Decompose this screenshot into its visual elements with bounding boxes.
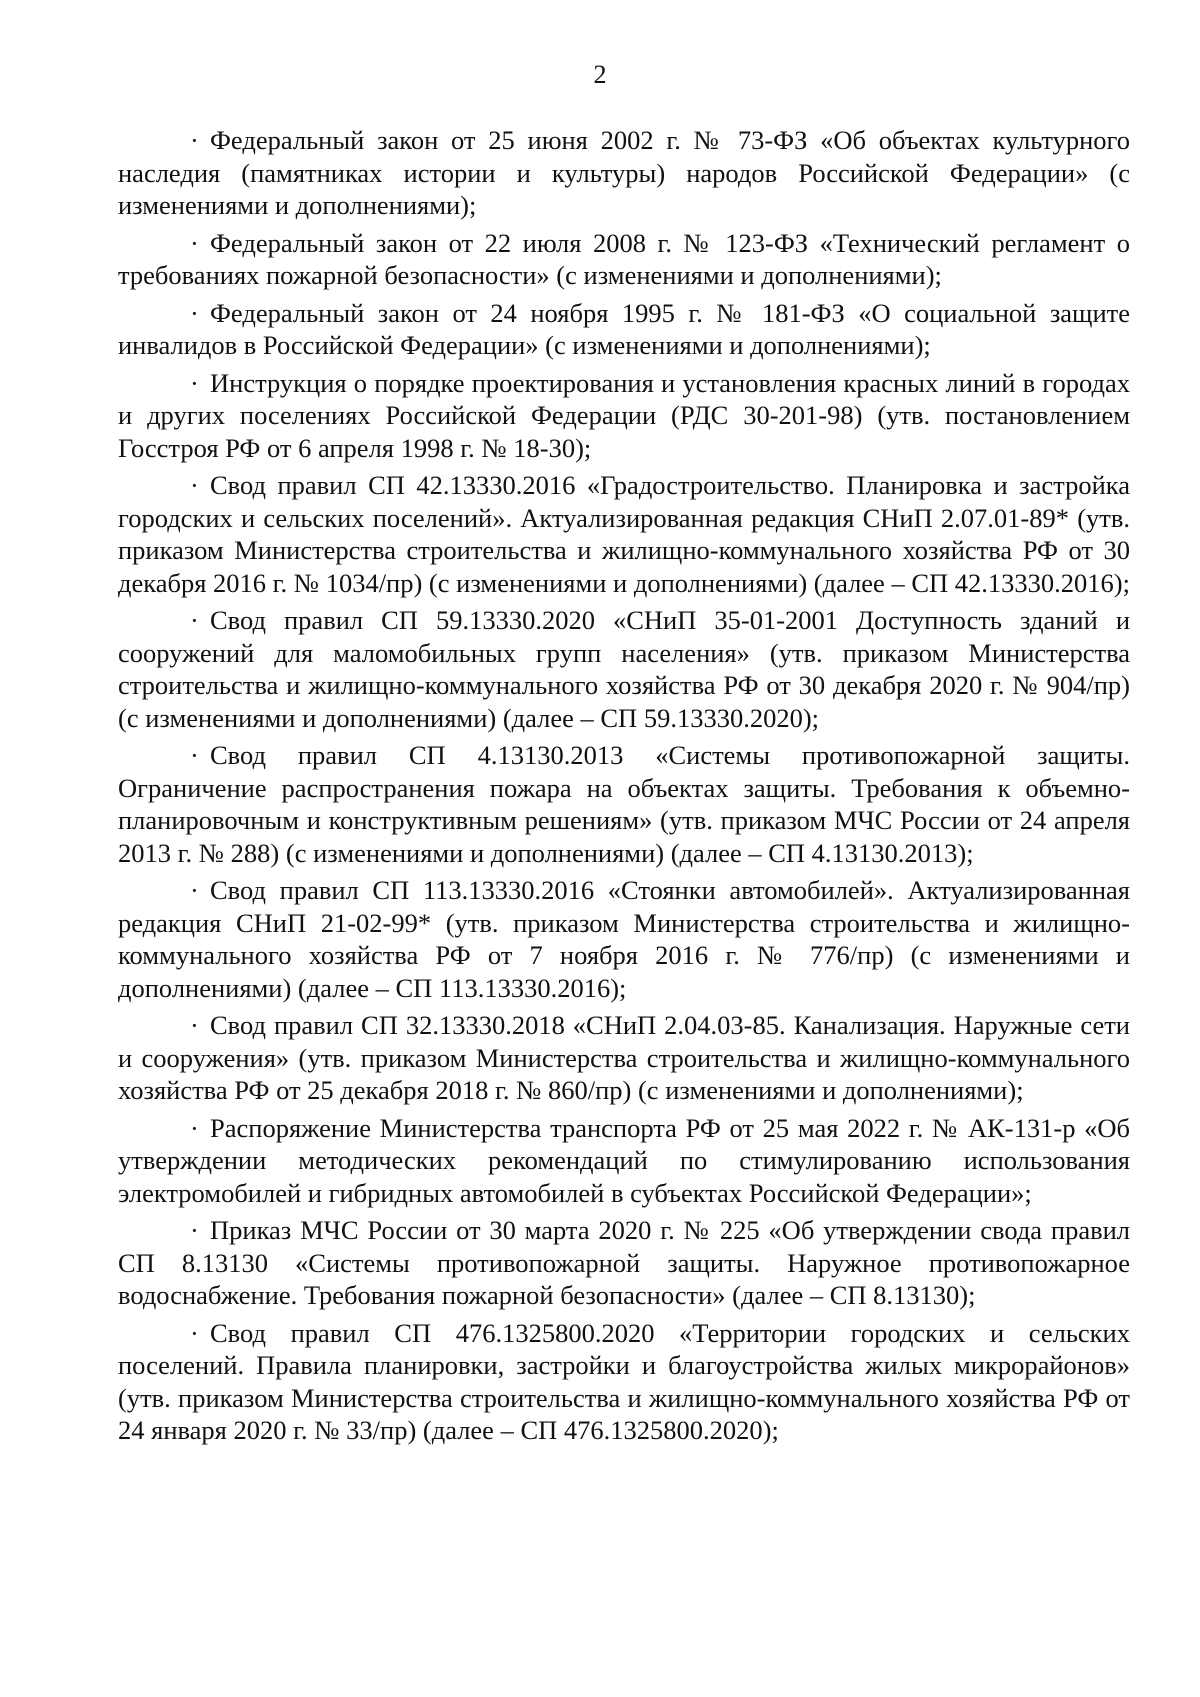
document-body <box>118 124 1130 1452</box>
page-number: 2 <box>593 60 607 89</box>
list-item-text: Свод правил СП 476.1325800.2020 «Территории городских и сельских поселений. Правила планировки, застройки и благоустройства жилых микрорайонов» (утв. приказом Министерства строительства и жилищно-коммунального хозяйства РФ от 24 января 2020 г. № 33/пр) (далее – СП 476.1325800.2020); <box>118 1317 1130 1445</box>
list-item-text: Распоряжение Министерства транспорта РФ от 25 мая 2022 г. № АК-131-р «Об утверждении методических рекомендаций по стимулированию использования электромобилей и гибридных автомобилей в субъектах Российской Федерации»; <box>118 1112 1130 1208</box>
list-item-text: Федеральный закон от 25 июня 2002 г. № 73-ФЗ «Об объектах культурного наследия (памятниках истории и культуры) народов Российской Федерации» (с изменениями и дополнениями); <box>118 125 1130 220</box>
list-item <box>118 1112 1130 1210</box>
bullet-icon: · <box>190 875 199 905</box>
list-item-text: Инструкция о порядке проектирования и установления красных линий в городах и других поселениях Российской Федерации (РДС 30-201-98) (утв. постановлением Госстроя РФ от 6 апреля 1998 г. № 18-30); <box>118 367 1130 463</box>
list-item-text: Федеральный закон от 22 июля 2008 г. № 123-ФЗ «Технический регламент о требованиях пожарной безопасности» (с изменениями и дополнениями); <box>118 227 1130 290</box>
list-item <box>118 604 1130 734</box>
list-item-text: Приказ МЧС России от 30 марта 2020 г. № 225 «Об утверждении свода правил СП 8.13130 «Системы противопожарной защиты. Наружное противопожарное водоснабжение. Требования пожарной безопасности» (далее – СП 8.13130); <box>118 1215 1130 1310</box>
list-item <box>118 367 1130 465</box>
list-item <box>118 1009 1130 1107</box>
bullet-icon: · <box>190 367 199 398</box>
list-item <box>118 124 1130 222</box>
list-item-text: Свод правил СП 59.13330.2020 «СНиП 35-01-2001 Доступность зданий и сооружений для маломобильных групп населения» (утв. приказом Министерства строительства и жилищно-коммунального хозяйства РФ от 30 декабря 2020 г. № 904/пр) (с изменениями и дополнениями) (далее – СП 59.13330.2020); <box>118 605 1130 733</box>
bullet-icon: · <box>190 1317 199 1348</box>
bullet-icon: · <box>190 1112 199 1143</box>
list-item <box>118 227 1130 292</box>
bullet-icon: · <box>190 1010 199 1040</box>
bullet-icon: · <box>190 125 199 155</box>
bullet-icon: · <box>190 740 199 770</box>
bullet-icon: · <box>190 605 199 635</box>
bullet-icon: · <box>190 297 199 328</box>
list-item-text: Свод правил СП 4.13130.2013 «Системы противопожарной защиты. Ограничение распространения пожара на объектах защиты. Требования к объемно-планировочным и конструктивным решениям» (утв. приказом МЧС России от 24 апреля 2013 г. № 288) (с изменениями и дополнениями) (далее – СП 4.13130.2013); <box>118 740 1130 868</box>
list-item <box>118 874 1130 1004</box>
list-item-text: Федеральный закон от 24 ноября 1995 г. № 181-ФЗ «О социальной защите инвалидов в Российской Федерации» (с изменениями и дополнениями); <box>118 297 1130 360</box>
list-item-text: Свод правил СП 32.13330.2018 «СНиП 2.04.03-85. Канализация. Наружные сети и сооружения» (утв. приказом Министерства строительства и жилищно-коммунального хозяйства РФ от 25 декабря 2018 г. № 860/пр) (с изменениями и дополнениями); <box>118 1010 1130 1105</box>
bullet-icon: · <box>190 1215 199 1245</box>
bullet-icon: · <box>190 470 199 500</box>
list-item <box>118 1214 1130 1312</box>
list-item <box>118 469 1130 599</box>
list-item <box>118 1317 1130 1447</box>
list-item-text: Свод правил СП 113.13330.2016 «Стоянки автомобилей». Актуализированная редакция СНиП 21-02-99* (утв. приказом Министерства строительства и жилищно-коммунального хозяйства РФ от 7 ноября 2016 г. № 776/пр) (с изменениями и дополнениями) (далее – СП 113.13330.2016); <box>118 875 1130 1003</box>
bullet-icon: · <box>190 227 199 258</box>
list-item <box>118 297 1130 362</box>
list-item <box>118 739 1130 869</box>
list-item-text: Свод правил СП 42.13330.2016 «Градостроительство. Планировка и застройка городских и сельских поселений». Актуализированная редакция СНиП 2.07.01-89* (утв. приказом Министерства строительства и жилищно-коммунального хозяйства РФ от 30 декабря 2016 г. № 1034/пр) (с изменениями и дополнениями) (далее – СП 42.13330.2016); <box>118 470 1130 598</box>
